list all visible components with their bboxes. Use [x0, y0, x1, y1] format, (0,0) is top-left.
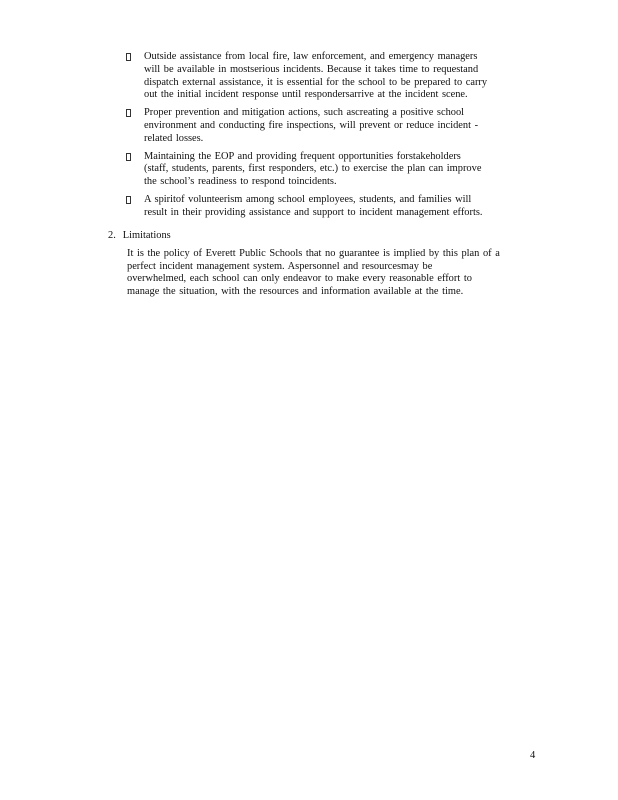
- section-number: 2.: [108, 230, 116, 241]
- bullet-text: Outside assistance from local fire, law enforcement, and emergency managers will be available in mostserious incidents. Because it takes time to requestand dispatch external assistance, it is essential for the school to be prepared to carry out the initial incident response until respondersarrive at the incident scene.: [144, 51, 488, 101]
- bullet-marker-icon: [126, 153, 131, 161]
- bullet-item: [126, 151, 546, 189]
- page-number: 4: [530, 750, 536, 761]
- section-body-paragraph: It is the policy of Everett Public Schools that no guarantee is implied by this plan of a perfect incident management system. Aspersonnel and resourcesmay be overwhelmed, each school can only endeavor to make every reasonable effort to manage the situation, with the resources and information available at the time.: [127, 247, 500, 298]
- bullet-item: [126, 194, 546, 220]
- limitations-section: [108, 230, 548, 299]
- assumptions-bullet-list: [126, 51, 546, 225]
- bullet-item: [126, 51, 546, 102]
- section-heading: [108, 230, 548, 243]
- bullet-text: A spiritof volunteerism among school employees, students, and families will result in their providing assistance and support to incident management efforts.: [144, 193, 483, 218]
- bullet-text: Maintaining the EOP and providing frequent opportunities forstakeholders (staff, students, parents, first responders, etc.) to exercise the plan can improve the school’s readiness to respond toincidents.: [144, 150, 482, 188]
- bullet-marker-icon: [126, 109, 131, 117]
- bullet-marker-icon: [126, 53, 131, 61]
- bullet-item: [126, 107, 546, 145]
- section-title: Limitations: [122, 230, 171, 241]
- bullet-marker-icon: [126, 196, 131, 204]
- bullet-text: Proper prevention and mitigation actions, such ascreating a positive school environment and conducting fire inspections, will prevent or reduce incident - related losses.: [144, 107, 479, 144]
